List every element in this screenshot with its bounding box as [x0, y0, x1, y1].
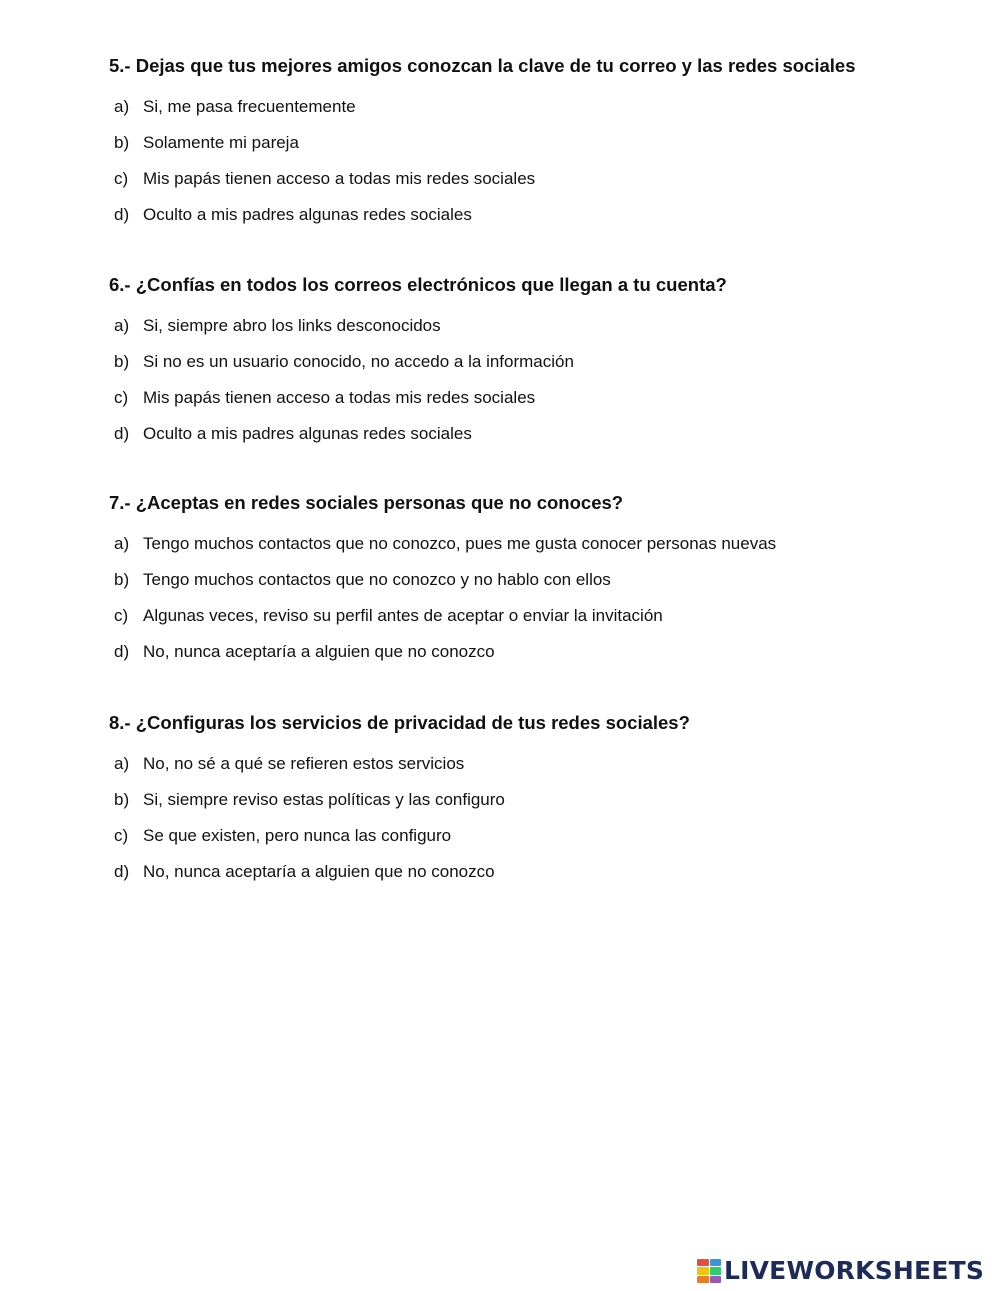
option-text: Oculto a mis padres algunas redes sociales — [143, 424, 472, 443]
option-letter: c) — [114, 826, 129, 845]
option-d[interactable] — [109, 862, 969, 898]
logo-text: LIVEWORKSHEETS — [724, 1256, 985, 1285]
question-title: 5.- Dejas que tus mejores amigos conozcan la clave de tu correo y las redes sociales — [109, 55, 856, 76]
option-c[interactable] — [109, 606, 969, 642]
option-letter: c) — [114, 169, 129, 188]
option-text: Si, me pasa frecuentemente — [143, 97, 356, 116]
option-b[interactable] — [109, 790, 969, 826]
option-letter: a) — [114, 534, 130, 553]
option-letter: d) — [114, 862, 130, 881]
option-text: Tengo muchos contactos que no conozco y no hablo con ellos — [143, 570, 611, 589]
option-text: Mis papás tienen acceso a todas mis redes sociales — [143, 388, 536, 407]
option-text: No, nunca aceptaría a alguien que no conozco — [143, 862, 495, 881]
option-text: Tengo muchos contactos que no conozco, pues me gusta conocer personas nuevas — [143, 534, 777, 553]
option-a[interactable] — [109, 97, 969, 133]
option-text: Solamente mi pareja — [143, 133, 299, 152]
liveworksheets-logo-icon — [697, 1259, 721, 1283]
option-b[interactable] — [109, 570, 969, 606]
option-text: Si, siempre reviso estas políticas y las configuro — [143, 790, 505, 809]
question-6 — [109, 274, 969, 460]
option-text: Se que existen, pero nunca las configuro — [143, 826, 452, 845]
option-letter: a) — [114, 97, 130, 116]
option-letter: d) — [114, 642, 130, 661]
option-text: No, nunca aceptaría a alguien que no conozco — [143, 642, 495, 661]
option-text: Oculto a mis padres algunas redes sociales — [143, 205, 472, 224]
liveworksheets-logo[interactable] — [697, 1256, 984, 1286]
option-letter: b) — [114, 133, 130, 152]
option-b[interactable] — [109, 352, 969, 388]
options-list — [109, 97, 969, 241]
option-letter: d) — [114, 205, 130, 224]
option-b[interactable] — [109, 133, 969, 169]
option-text: Si no es un usuario conocido, no accedo a la información — [143, 352, 574, 371]
option-letter: b) — [114, 790, 130, 809]
option-letter: c) — [114, 606, 129, 625]
option-letter: a) — [114, 754, 130, 773]
question-7 — [109, 492, 969, 678]
option-d[interactable] — [109, 642, 969, 678]
question-title: 8.- ¿Configuras los servicios de privacidad de tus redes sociales? — [109, 712, 690, 733]
options-list — [109, 534, 969, 678]
option-text: Algunas veces, reviso su perfil antes de aceptar o enviar la invitación — [143, 606, 663, 625]
option-c[interactable] — [109, 826, 969, 862]
option-a[interactable] — [109, 316, 969, 352]
option-letter: a) — [114, 316, 130, 335]
option-a[interactable] — [109, 534, 969, 570]
question-title: 6.- ¿Confías en todos los correos electrónicos que llegan a tu cuenta? — [109, 274, 727, 295]
option-c[interactable] — [109, 169, 969, 205]
option-text: No, no sé a qué se refieren estos servicios — [143, 754, 465, 773]
option-a[interactable] — [109, 754, 969, 790]
option-d[interactable] — [109, 424, 969, 460]
option-letter: c) — [114, 388, 129, 407]
question-8 — [109, 712, 969, 898]
question-title: 7.- ¿Aceptas en redes sociales personas que no conoces? — [109, 492, 624, 513]
option-letter: d) — [114, 424, 130, 443]
option-text: Mis papás tienen acceso a todas mis redes sociales — [143, 169, 536, 188]
question-5 — [109, 55, 969, 241]
options-list — [109, 316, 969, 460]
option-text: Si, siempre abro los links desconocidos — [143, 316, 441, 335]
option-d[interactable] — [109, 205, 969, 241]
option-c[interactable] — [109, 388, 969, 424]
option-letter: b) — [114, 570, 130, 589]
option-letter: b) — [114, 352, 130, 371]
options-list — [109, 754, 969, 898]
